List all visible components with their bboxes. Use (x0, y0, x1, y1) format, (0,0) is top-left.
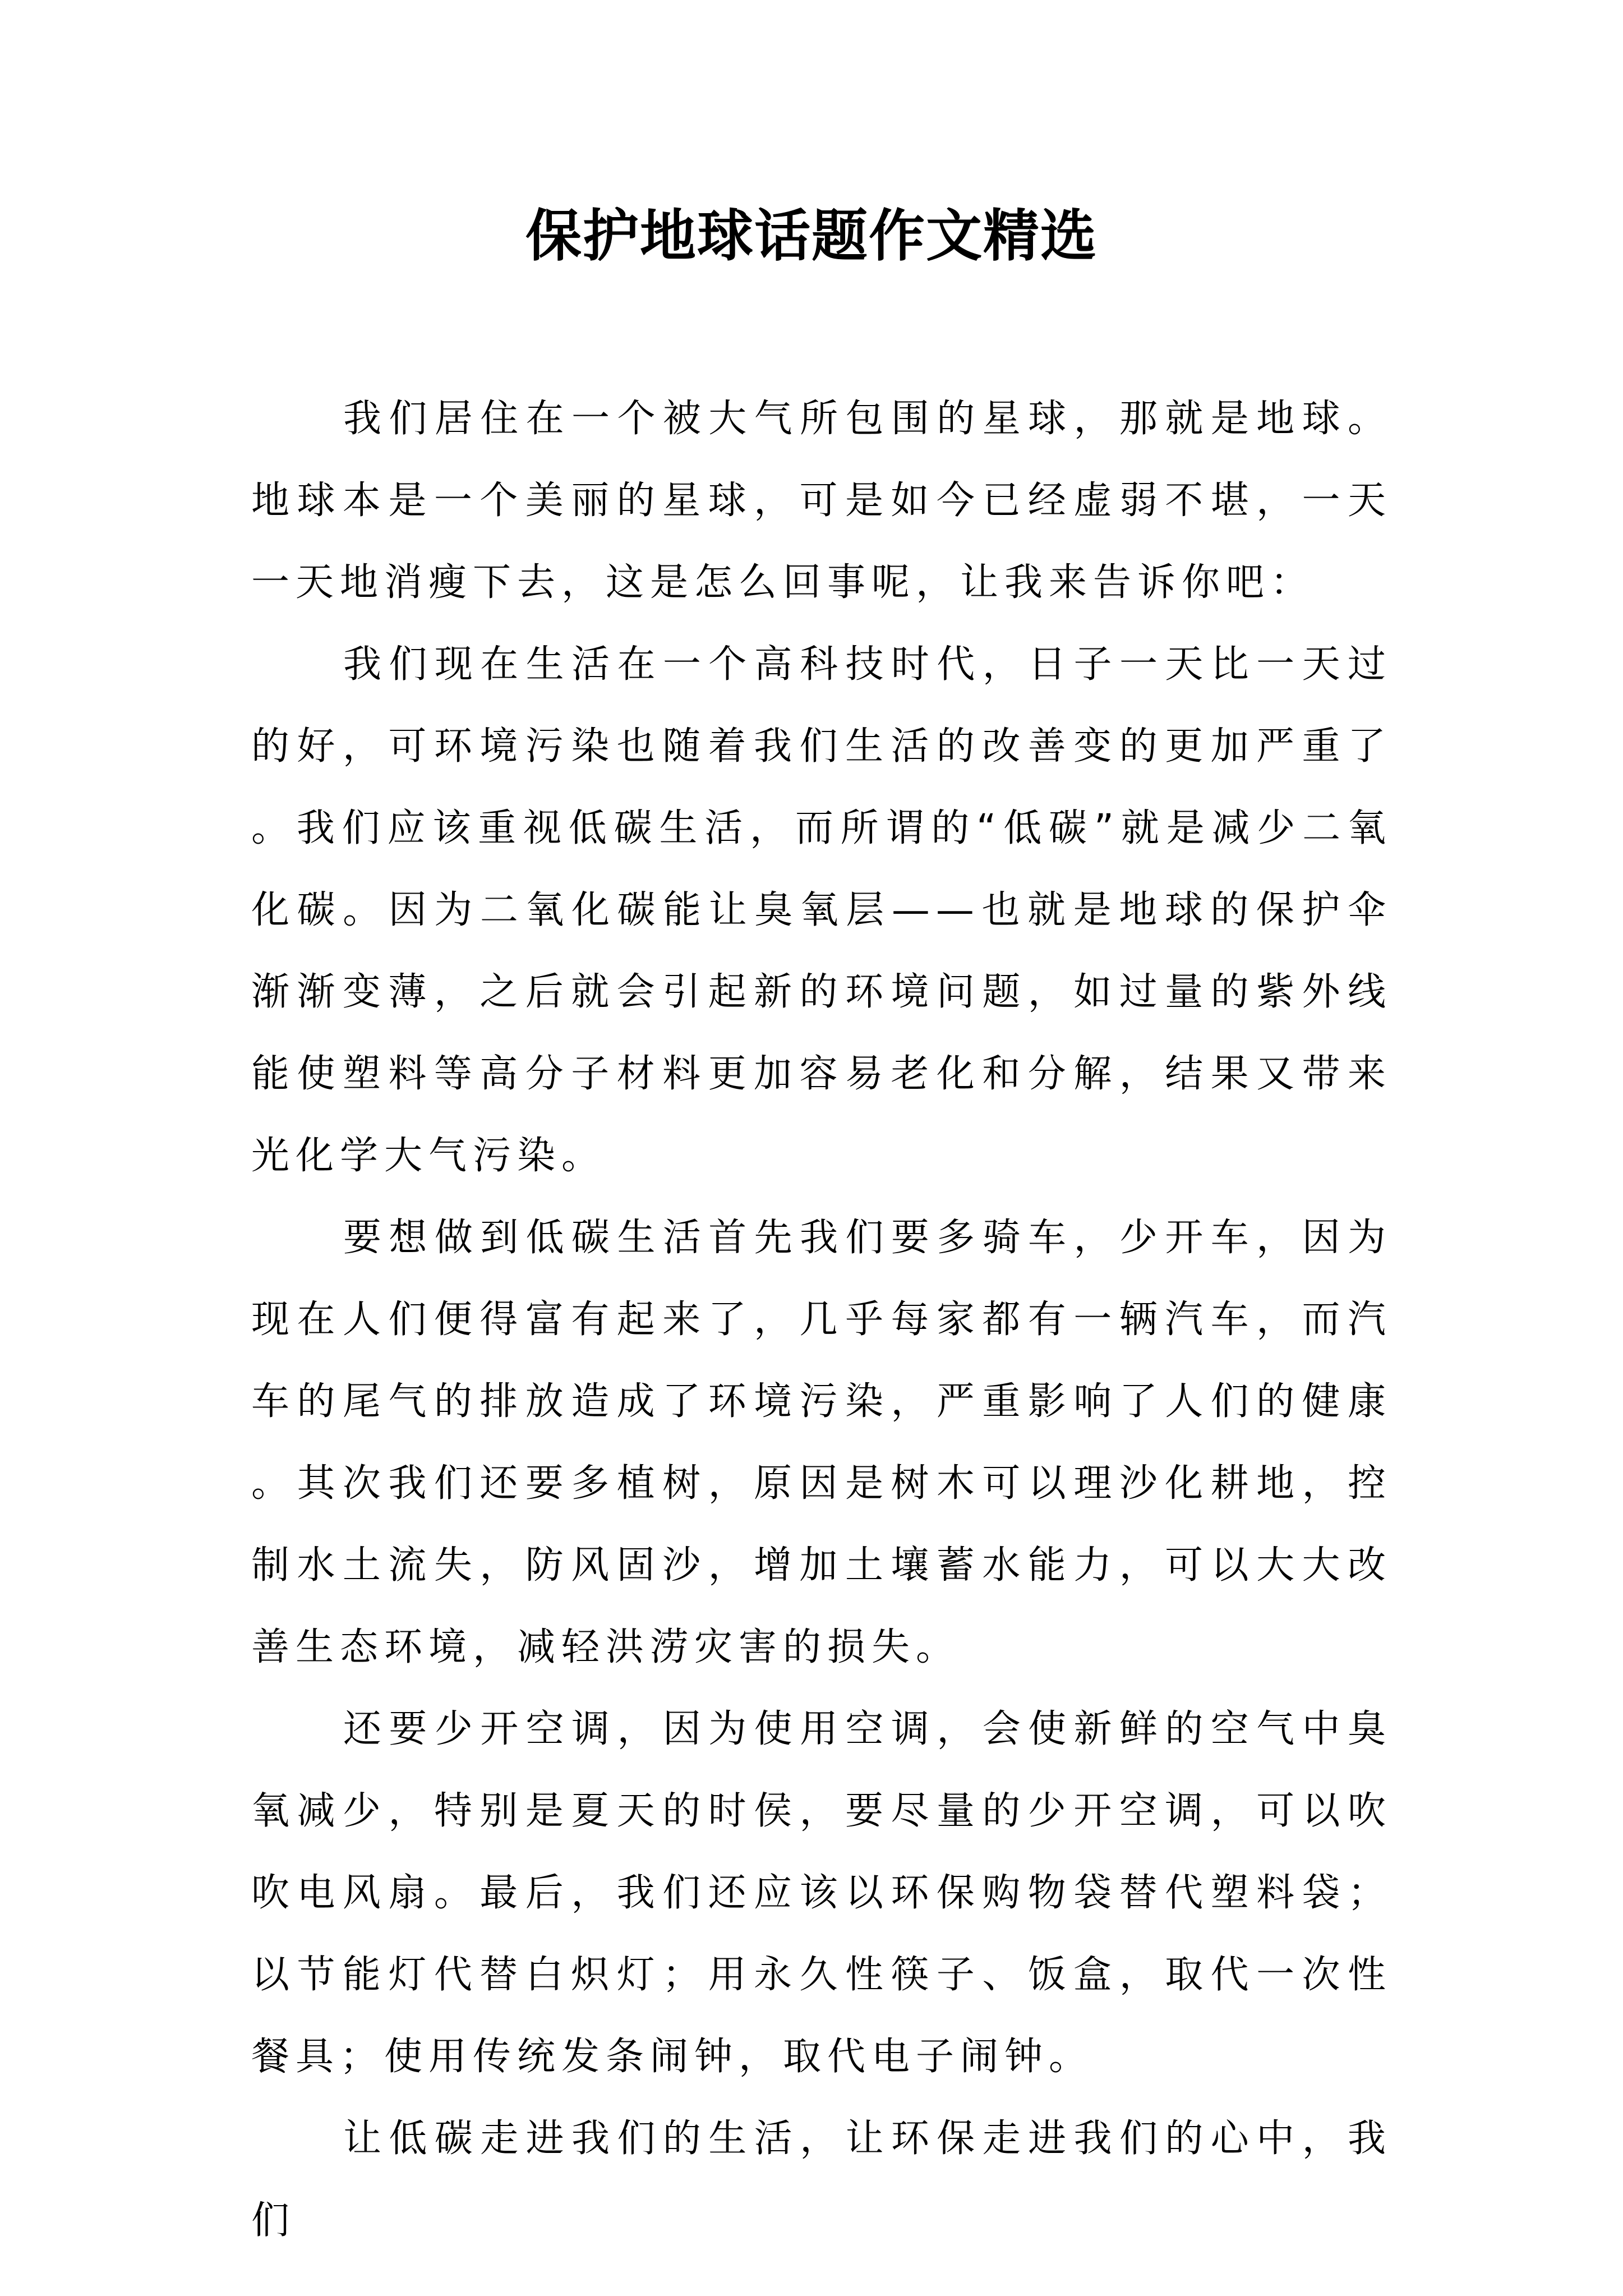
paragraph-4: 还要少开空调，因为使用空调，会使新鲜的空气中臭氧减少，特别是夏天的时侯，要尽量的少开空调，可以吹吹电风扇。最后，我们还应该以环保购物袋替代塑料袋；以节能灯代替白炽灯；用永久性筷子、饭盒，取代一次性餐具；使用传统发条闹钟，取代电子闹钟。 (251, 1707, 1392, 2079)
document-title: 保护地球话题作文精选 (525, 203, 1098, 269)
document-body (251, 378, 1392, 2262)
paragraph-2: 我们现在生活在一个高科技时代，日子一天比一天过的好，可环境污染也随着我们生活的改善变的更加严重了。我们应该重视低碳生活，而所谓的“低碳”就是减少二氧化碳。因为二氧化碳能让臭氧层——也就是地球的保护伞渐渐变薄，之后就会引起新的环境问题，如过量的紫外线能使塑料等高分子材料更加容易老化和分解，结果又带来光化学大气污染。 (251, 642, 1392, 1178)
paragraph-5: 让低碳走进我们的生活，让环保走进我们的心中，我们 (251, 2116, 1392, 2243)
paragraph-1: 我们居住在一个被大气所包围的星球，那就是地球。地球本是一个美丽的星球，可是如今已经虚弱不堪，一天一天地消瘦下去，这是怎么回事呢，让我来告诉你吧： (251, 397, 1392, 605)
paragraph-3: 要想做到低碳生活首先我们要多骑车，少开车，因为现在人们便得富有起来了，几乎每家都有一辆汽车，而汽车的尾气的排放造成了环境污染，严重影响了人们的健康。其次我们还要多植树，原因是树木可以理沙化耕地，控制水土流失，防风固沙，增加土壤蓄水能力，可以大大改善生态环境，减轻洪涝灾害的损失。 (251, 1216, 1392, 1669)
